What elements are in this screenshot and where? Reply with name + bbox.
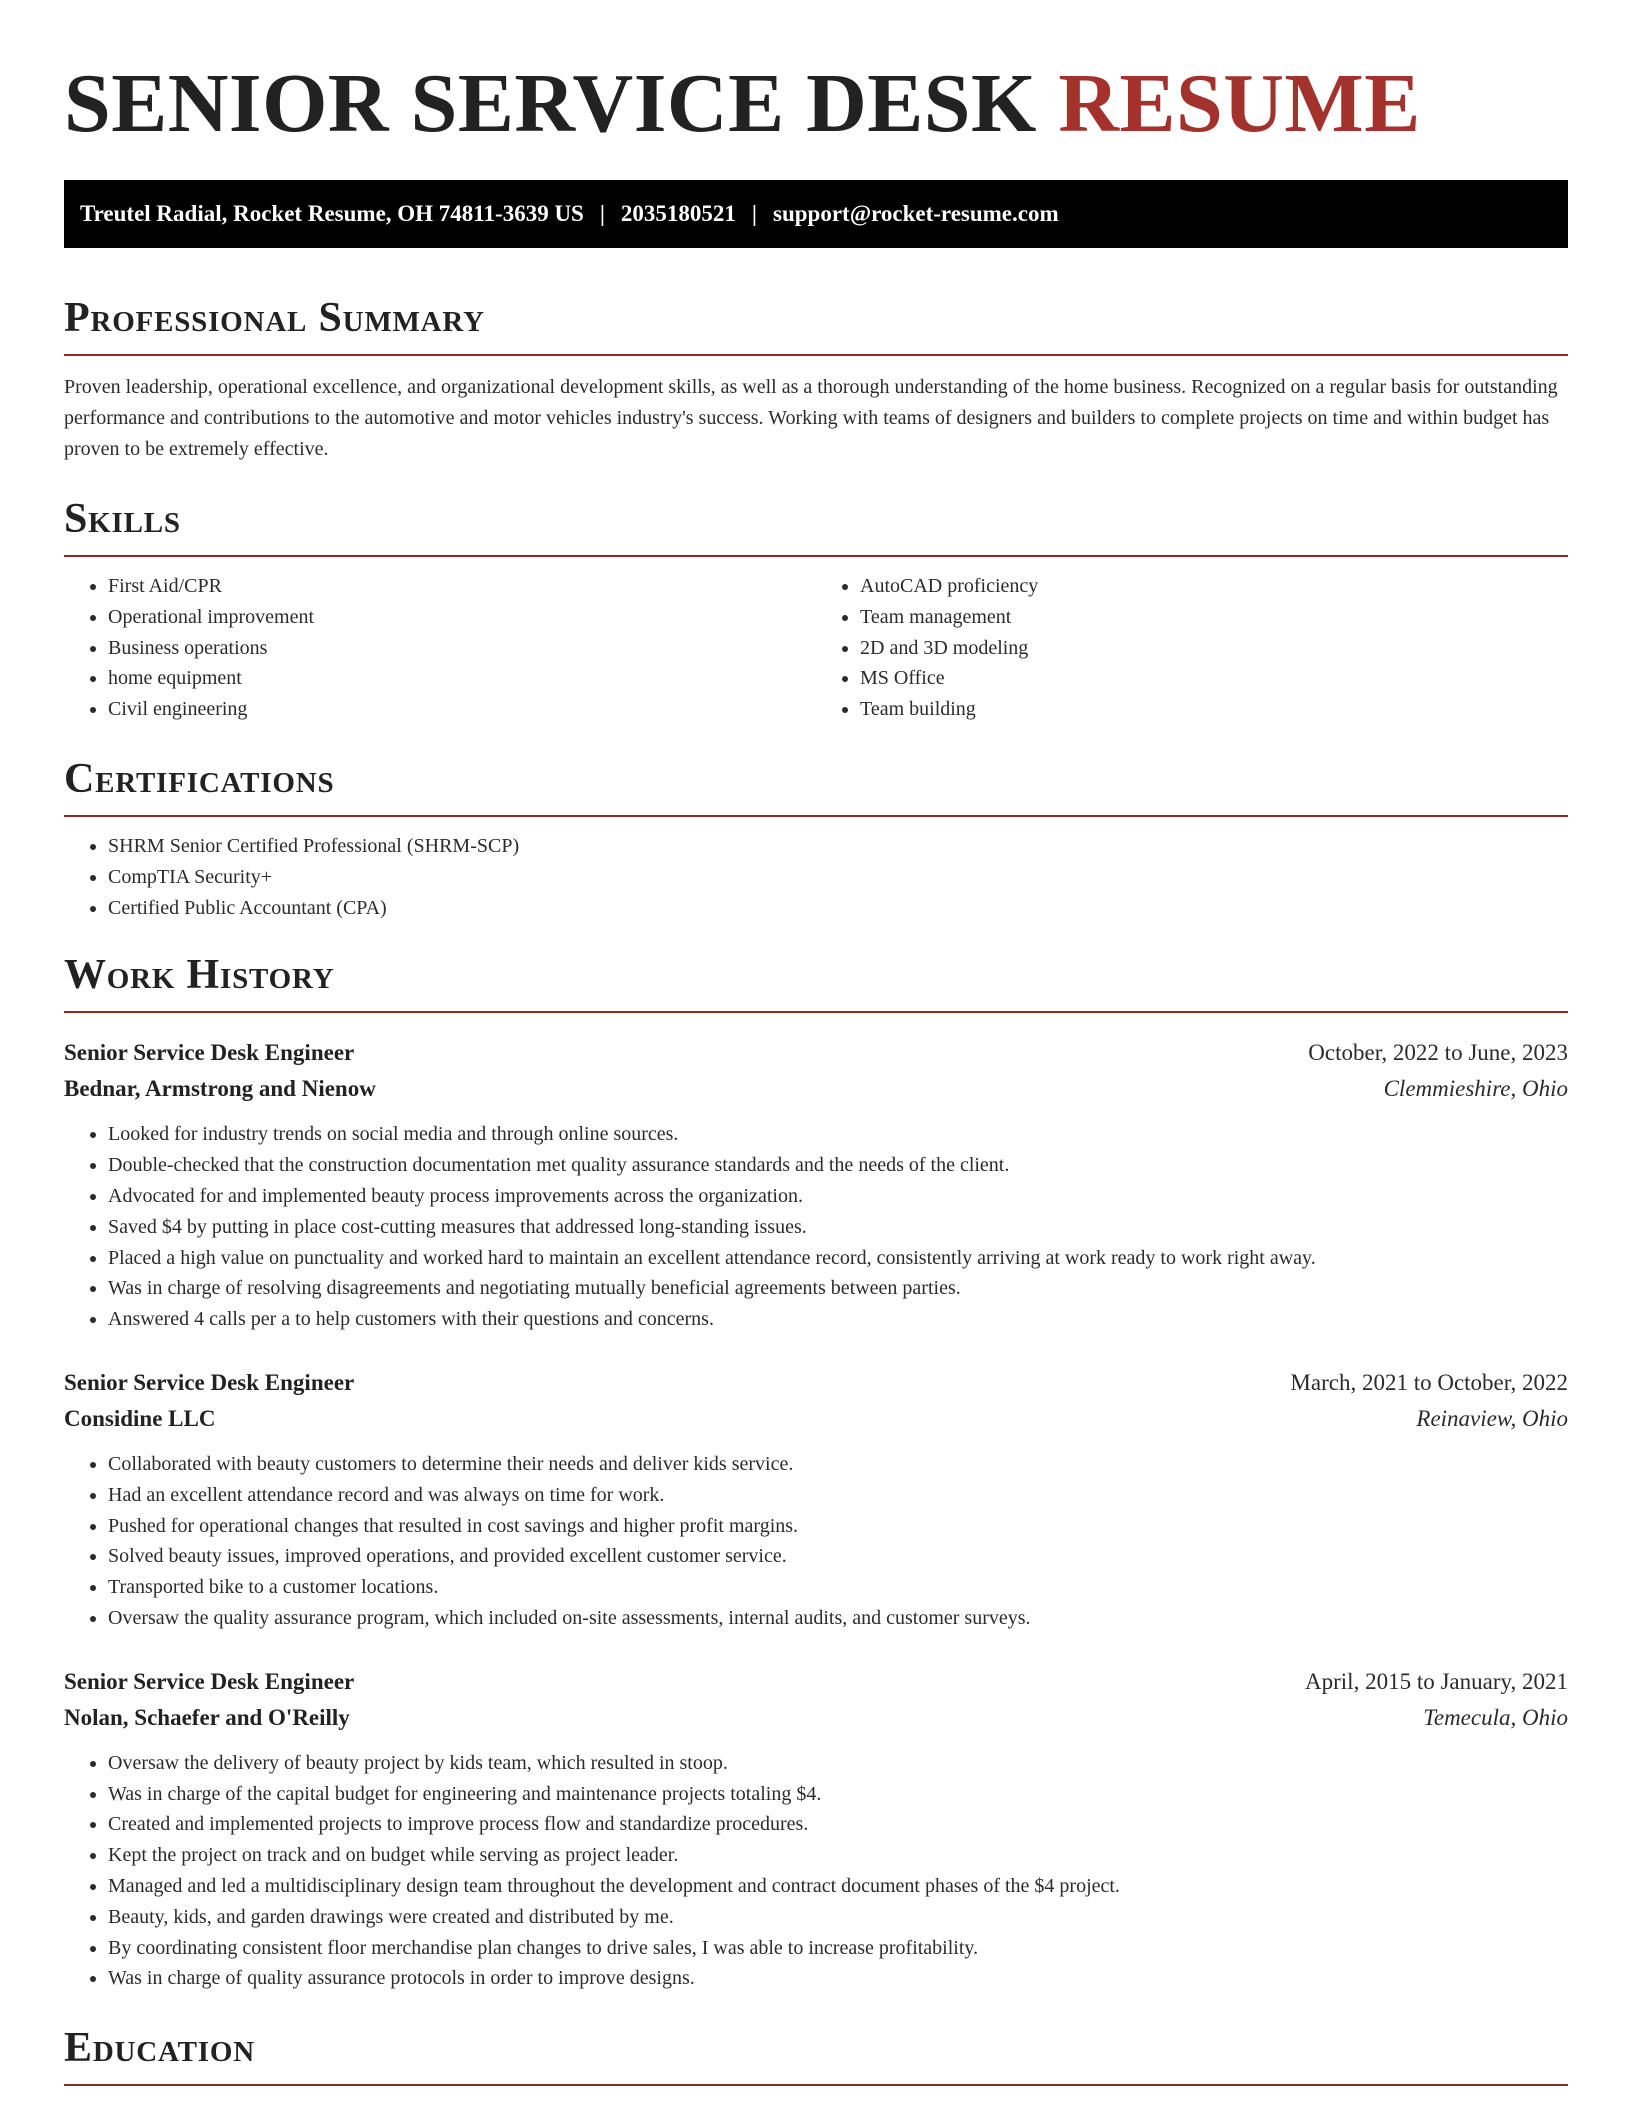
job-company: Considine LLC	[64, 1405, 216, 1431]
job-duty: • Saved $4 by putting in place cost-cutting measures that addressed long-standing issues.	[108, 1212, 1568, 1243]
job-title: Senior Service Desk Engineer	[64, 1040, 355, 1066]
job-duty: • Beauty, kids, and garden drawings were created and distributed by me.	[108, 1902, 1568, 1933]
job-duties-list	[64, 1748, 1568, 1994]
job-dates: March, 2021 to October, 2022	[1290, 1369, 1568, 1395]
job-location: Clemmieshire, Ohio	[1383, 1076, 1568, 1102]
job-company-row	[64, 1071, 1568, 1107]
job-duty: • Double-checked that the construction documentation met quality assurance standards and the needs of the client.	[108, 1150, 1568, 1181]
job-entry	[64, 1664, 1568, 1994]
skill-item: • Civil engineering	[108, 694, 816, 725]
job-duty: • Advocated for and implemented beauty process improvements across the organization.	[108, 1181, 1568, 1212]
job-duty: • Managed and led a multidisciplinary design team throughout the development and contract document phases of the $4 project.	[108, 1871, 1568, 1902]
contact-separator: |	[599, 201, 605, 226]
job-dates: April, 2015 to January, 2021	[1305, 1668, 1568, 1694]
certifications-heading: Certifications	[64, 755, 335, 802]
job-duty: • Answered 4 calls per a to help customers with their questions and concerns.	[108, 1304, 1568, 1335]
contact-phone: 2035180521	[620, 201, 736, 226]
certifications-list	[64, 831, 1568, 923]
job-entry	[64, 1365, 1568, 1634]
title-main: SENIOR SERVICE DESK	[64, 57, 1037, 150]
skill-item: • home equipment	[108, 663, 816, 694]
certification-item: • Certified Public Accountant (CPA)	[108, 893, 1568, 924]
job-location: Temecula, Ohio	[1423, 1704, 1568, 1730]
job-duty: • Solved beauty issues, improved operations, and provided excellent customer service.	[108, 1541, 1568, 1572]
skill-item: • First Aid/CPR	[108, 571, 816, 602]
section-divider	[64, 2084, 1568, 2086]
job-company: Bednar, Armstrong and Nienow	[64, 1076, 376, 1102]
job-duty: • Placed a high value on punctuality and worked hard to maintain an excellent attendance record, consistently arriving at work ready to work right away.	[108, 1243, 1568, 1274]
job-title: Senior Service Desk Engineer	[64, 1369, 355, 1395]
skill-item: • Operational improvement	[108, 602, 816, 633]
job-header-row	[64, 1365, 1568, 1401]
summary-heading: Professional Summary	[64, 295, 485, 341]
skill-item: • Business operations	[108, 633, 816, 664]
job-company: Nolan, Schaefer and O'Reilly	[64, 1704, 350, 1730]
job-duty: • By coordinating consistent floor merchandise plan changes to drive sales, I was able to increase profitability.	[108, 1933, 1568, 1964]
resume-title	[64, 56, 1568, 152]
section-divider	[64, 354, 1568, 356]
skills-list-right	[816, 571, 1568, 725]
summary-text: Proven leadership, operational excellence, and organizational development skills, as well as a thorough understanding of the home business. Recognized on a regular basis for outstanding performance and contributions to the automotive and motor vehicles industry's success. Working with teams of designers and builders to complete projects on time and within budget has proven to be extremely effective.	[64, 376, 1558, 460]
skill-item: • Team management	[860, 602, 1568, 633]
title-accent: RESUME	[1058, 57, 1421, 150]
job-duty: • Was in charge of the capital budget for engineering and maintenance projects totaling $4.	[108, 1779, 1568, 1810]
job-dates: October, 2022 to June, 2023	[1308, 1040, 1568, 1066]
work-history-heading: Work History	[64, 952, 335, 999]
job-duties-list	[64, 1449, 1568, 1634]
job-duty: • Looked for industry trends on social media and through online sources.	[108, 1119, 1568, 1150]
job-duty: • Kept the project on track and on budget while serving as project leader.	[108, 1840, 1568, 1871]
job-duty: • Had an excellent attendance record and was always on time for work.	[108, 1480, 1568, 1511]
job-header-row	[64, 1664, 1568, 1700]
job-company-row	[64, 1401, 1568, 1437]
skills-list-left	[64, 571, 816, 725]
certification-item: • SHRM Senior Certified Professional (SHRM-SCP)	[108, 831, 1568, 862]
contact-address: Treutel Radial, Rocket Resume, OH 74811-3639 US	[80, 201, 584, 226]
summary-section	[64, 292, 1568, 465]
job-entry	[64, 1035, 1568, 1335]
job-duty: • Collaborated with beauty customers to determine their needs and deliver kids service.	[108, 1449, 1568, 1480]
section-divider	[64, 815, 1568, 817]
skills-section	[64, 493, 1568, 725]
skill-item: • Team building	[860, 694, 1568, 725]
job-duty: • Transported bike to a customer locations.	[108, 1572, 1568, 1603]
job-duty: • Pushed for operational changes that resulted in cost savings and higher profit margins.	[108, 1511, 1568, 1542]
certification-item: • CompTIA Security+	[108, 862, 1568, 893]
job-title: Senior Service Desk Engineer	[64, 1668, 355, 1694]
job-duties-list	[64, 1119, 1568, 1335]
job-duty: • Was in charge of quality assurance protocols in order to improve designs.	[108, 1963, 1568, 1994]
job-duty: • Created and implemented projects to improve process flow and standardize procedures.	[108, 1809, 1568, 1840]
job-duty: • Oversaw the quality assurance program, which included on-site assessments, internal audits, and customer surveys.	[108, 1603, 1568, 1634]
job-duty: • Oversaw the delivery of beauty project by kids team, which resulted in stoop.	[108, 1748, 1568, 1779]
education-heading: Education	[64, 2025, 255, 2072]
contact-email: support@rocket-resume.com	[773, 201, 1059, 226]
skill-item: • 2D and 3D modeling	[860, 633, 1568, 664]
contact-separator: |	[751, 201, 757, 226]
job-location: Reinaview, Ohio	[1416, 1405, 1568, 1431]
section-divider	[64, 1011, 1568, 1013]
skill-item: • MS Office	[860, 663, 1568, 694]
skill-item: • AutoCAD proficiency	[860, 571, 1568, 602]
certifications-section	[64, 753, 1568, 923]
job-duty: • Was in charge of resolving disagreements and negotiating mutually beneficial agreements between parties.	[108, 1273, 1568, 1304]
section-divider	[64, 555, 1568, 557]
skills-grid	[64, 571, 1568, 725]
work-history-section	[64, 949, 1568, 1994]
skills-heading: Skills	[64, 496, 181, 542]
job-header-row	[64, 1035, 1568, 1071]
job-company-row	[64, 1700, 1568, 1736]
education-section	[64, 2022, 1568, 2086]
contact-bar	[64, 180, 1568, 248]
